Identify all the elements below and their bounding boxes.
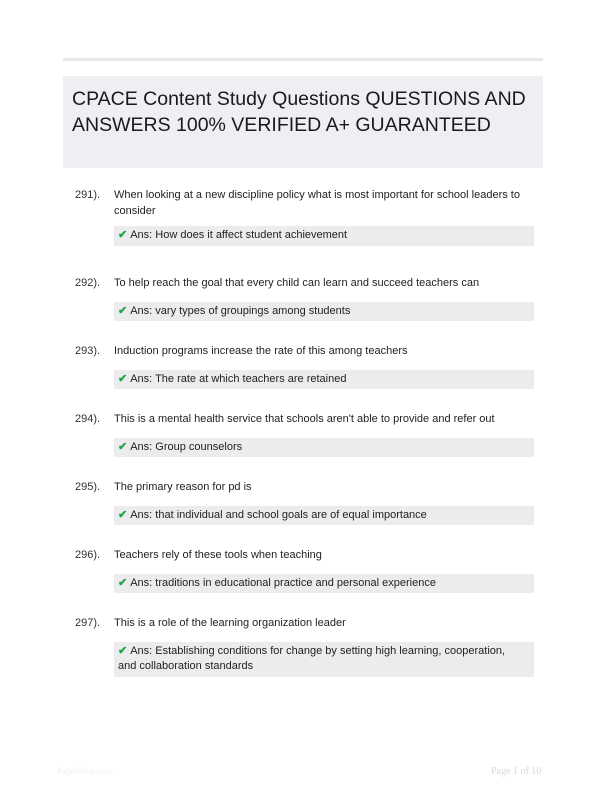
answer-text: Ans: The rate at which teachers are retained <box>130 372 347 385</box>
top-divider <box>63 58 543 61</box>
answer-box <box>114 438 534 458</box>
question-number: 291). <box>75 189 101 201</box>
qa-item <box>63 480 543 548</box>
question-text: Teachers rely of these tools when teaching <box>114 549 322 561</box>
answer-box <box>114 642 534 677</box>
check-icon: ✔ <box>118 576 128 589</box>
check-icon: ✔ <box>118 508 128 521</box>
page-number: Page 1 of 10 <box>491 766 542 777</box>
check-icon: ✔ <box>118 304 128 317</box>
answer-box <box>114 574 534 594</box>
answer-box <box>114 506 534 526</box>
check-icon: ✔ <box>118 440 128 453</box>
question-number: 293). <box>75 345 101 357</box>
answer-text: Ans: that individual and school goals are of equal importance <box>130 508 427 521</box>
check-icon: ✔ <box>118 229 128 241</box>
question-number: 295). <box>75 481 101 493</box>
watermark: PaperBlitz.com <box>57 766 113 776</box>
question-text: To help reach the goal that every child can learn and succeed teachers can <box>114 277 480 289</box>
question-number: 292). <box>75 277 101 289</box>
question-text: The primary reason for pd is <box>114 481 252 493</box>
question-text: Induction programs increase the rate of this among teachers <box>114 345 408 357</box>
qa-item <box>63 188 543 256</box>
title-banner <box>63 76 543 168</box>
qa-item <box>63 344 543 412</box>
answer-box <box>114 302 534 322</box>
qa-list <box>63 188 543 677</box>
question-number: 297). <box>75 617 101 629</box>
answer-box <box>114 370 534 390</box>
document-title: CPACE Content Study Questions QUESTIONS AND ANSWERS 100% VERIFIED A+ GUARANTEED <box>72 88 526 136</box>
qa-item <box>63 616 543 677</box>
answer-text: Ans: vary types of groupings among students <box>130 304 351 317</box>
question-text: This is a role of the learning organization leader <box>114 617 346 629</box>
question-text: When looking at a new discipline policy what is most important for school leaders to consider <box>114 189 520 217</box>
question-number: 296). <box>75 549 101 561</box>
check-icon: ✔ <box>118 644 128 657</box>
qa-item <box>63 412 543 480</box>
qa-item <box>63 276 543 344</box>
answer-text: Ans: Group counselors <box>130 440 243 453</box>
answer-box <box>114 226 534 246</box>
qa-item <box>63 548 543 616</box>
answer-text: Ans: traditions in educational practice and personal experience <box>130 576 436 589</box>
check-icon: ✔ <box>118 372 128 385</box>
question-number: 294). <box>75 413 101 425</box>
question-text: This is a mental health service that schools aren't able to provide and refer out <box>114 413 495 425</box>
answer-text: Ans: How does it affect student achievement <box>130 229 348 241</box>
answer-text: Ans: Establishing conditions for change by setting high learning, cooperation, and collaboration standards <box>118 644 506 672</box>
